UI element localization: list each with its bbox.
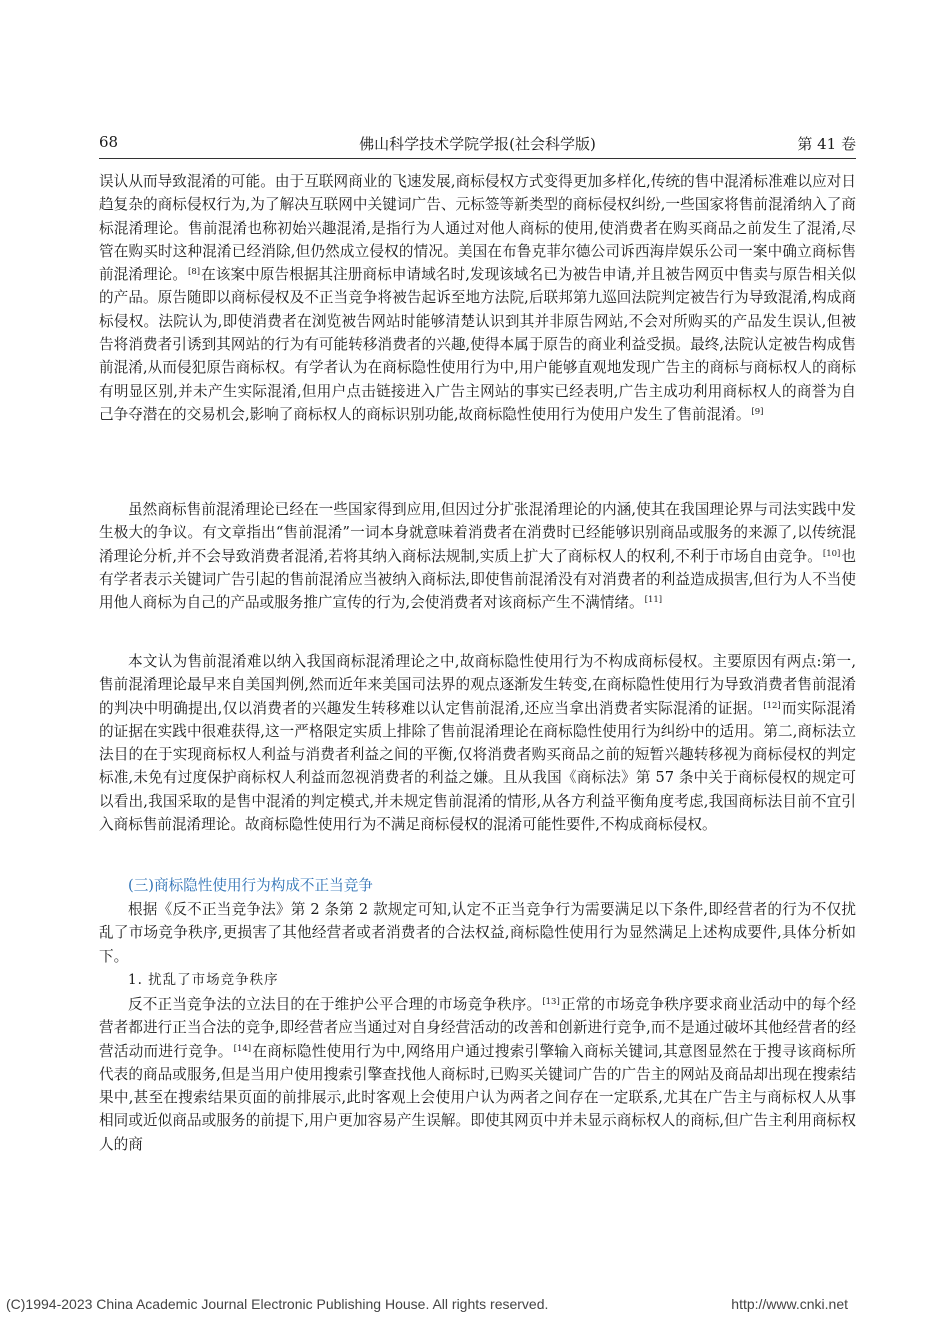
body-paragraph-4: 根据《反不正当竞争法》第 2 条第 2 款规定可知,认定不正当竞争行为需要满足以下条件,即经营者的行为不仅扰乱了市场竞争秩序,更损害了其他经营者或者消费者的合法权益,商标隐性使用行为显然满足上述构成要件,具体分析如下。 <box>99 901 856 965</box>
body-paragraph-5 <box>99 993 856 1156</box>
copyright-notice: (C)1994-2023 China Academic Journal Electronic Publishing House. All rights reserved. <box>6 1296 549 1312</box>
body-paragraph-3 <box>99 650 856 836</box>
page-number: 68 <box>99 133 119 151</box>
paragraph-text: 而实际混淆的证据在实践中很难获得,这一严格限定实质上排除了售前混淆理论在商标隐性使用行为纠纷中的适用。第二,商标法立法目的在于实现商标权人利益与消费者利益之间的平衡,仅将消费者购买商品之前的短暂兴趣转移视为商标侵权的判定标准,未免有过度保护商标权人利益而忽视消费者的利益之嫌。且从我国《商标法》第 57 条中关于商标侵权的规定可以看出,我国采取的是售中混淆的判定模式,并未规定售前混淆的情形,从各方利益平衡角度考虑,我国商标法目前不宜引入商标售前混淆理论。故商标隐性使用行为不满足商标侵权的混淆可能性要件,不构成商标侵权。 <box>99 699 856 834</box>
footer-link[interactable]: http://www.cnki.net <box>731 1296 848 1312</box>
paragraph-text: 正常的市场竞争秩序要求商业活动中的每个经营者都进行正当合法的竞争,即经营者应当通过对自身经营活动的改善和创新进行竞争,而不是通过破坏其他经营者的经营活动而进行竞争。 <box>99 996 856 1060</box>
subsection-heading: 1. 扰乱了市场竞争秩序 <box>128 972 279 988</box>
body-paragraph-1 <box>99 170 856 426</box>
citation-ref[interactable]: [9] <box>751 406 764 417</box>
journal-title: 佛山科学技术学院学报(社会科学版) <box>359 135 596 153</box>
header-rule <box>99 158 856 159</box>
paragraph-text: 在商标隐性使用行为中,网络用户通过搜索引擎输入商标关键词,其意图显然在于搜寻该商标所代表的商品或服务,但是当用户使用搜索引擎查找他人商标时,已购买关键词广告的广告主的网站及商品却出现在搜索结果中,甚至在搜索结果页面的前排展示,此时客观上会使用户认为两者之间存在一定联系,尤其在广告主与商标权人从事相同或近似商品或服务的前提下,用户更加容易产生误解。即使其网页中并未显示商标权人的商标,但广告主利用商标权人的商 <box>99 1042 856 1153</box>
citation-ref[interactable]: [12] <box>763 700 781 711</box>
citation-ref[interactable]: [10] <box>822 548 841 559</box>
citation-ref[interactable]: [8] <box>188 267 201 278</box>
citation-ref[interactable]: [14] <box>233 1043 252 1054</box>
paragraph-text: 本文认为售前混淆难以纳入我国商标混淆理论之中,故商标隐性使用行为不构成商标侵权。主要原因有两点:第一,售前混淆理论最早来自美国判例,然而近年来美国司法界的观点逐渐发生转变,在商标隐性使用行为导致消费者售前混淆的判决中明确提出,仅以消费者的兴趣发生转移难以认定售前混淆,还应当拿出消费者实际混淆的证据。 <box>99 653 856 717</box>
volume-label: 第 41 卷 <box>797 135 856 153</box>
body-paragraph-2 <box>99 498 856 614</box>
paragraph-text: 也有学者表示关键词广告引起的售前混淆应当被纳入商标法,即使售前混淆没有对消费者的利益造成损害,但行为人不当使用他人商标为自己的产品或服务推广宣传的行为,会使消费者对该商标产生不满情绪。 <box>99 547 856 612</box>
paragraph-text: 虽然商标售前混淆理论已经在一些国家得到应用,但因过分扩张混淆理论的内涵,使其在我国理论界与司法实践中发生极大的争议。有文章指出“售前混淆”一词本身就意味着消费者在消费时已经能够识别商品或服务的来源了,以传统混淆理论分析,并不会导致消费者混淆,若将其纳入商标法规制,实质上扩大了商标权人的权利,不利于市场自由竞争。 <box>99 501 856 565</box>
paragraph-text: 反不正当竞争法的立法目的在于维护公平合理的市场竞争秩序。 <box>128 996 542 1013</box>
citation-ref[interactable]: [11] <box>644 595 663 606</box>
section-heading: (三)商标隐性使用行为构成不正当竞争 <box>128 877 373 894</box>
paragraph-text: 在该案中原告根据其注册商标申请域名时,发现该域名已为被告申请,并且被告网页中售卖与原告相关似的产品。原告随即以商标侵权及不正当竞争将被告起诉至地方法院,后联邦第九巡回法院判定被告行为导致混淆,构成商标侵权。法院认为,即使消费者在浏览被告网站时能够清楚认识到其并非原告网站,不会对所购买的产品发生误认,但被告将消费者引诱到其网站的行为有可能转移消费者的兴趣,使得本属于原告的商业利益受损。最终,法院认定被告构成售前混淆,从而侵犯原告商标权。有学者认为在商标隐性使用行为中,用户能够直观地发现广告主的商标与商标权人的商标有明显区别,并未产生实际混淆,但用户点击链接进入广告主网站的事实已经表明,广告主成功利用商标权人的商誉为自己争夺潜在的交易机会,影响了商标权人的商标识别功能,故商标隐性使用行为使用户发生了售前混淆。 <box>99 266 856 423</box>
running-header <box>99 133 856 157</box>
page-footer <box>0 1296 950 1318</box>
citation-ref[interactable]: [13] <box>542 997 560 1007</box>
paragraph-text: 误认从而导致混淆的可能。由于互联网商业的飞速发展,商标侵权方式变得更加多样化,传统的售中混淆标准难以应对日趋复杂的商标侵权行为,为了解决互联网中关键词广告、元标签等新类型的商标侵权纠纷,一些国家将售前混淆纳入了商标混淆理论。售前混淆也称初始兴趣混淆,是指行为人通过对他人商标的使用,使消费者在购买商品之前发生了混淆,尽管在购买时这种混淆已经消除,但仍然成立侵权的情况。美国在布鲁克菲尔德公司诉西海岸娱乐公司一案中确立商标售前混淆理论。 <box>99 173 856 284</box>
